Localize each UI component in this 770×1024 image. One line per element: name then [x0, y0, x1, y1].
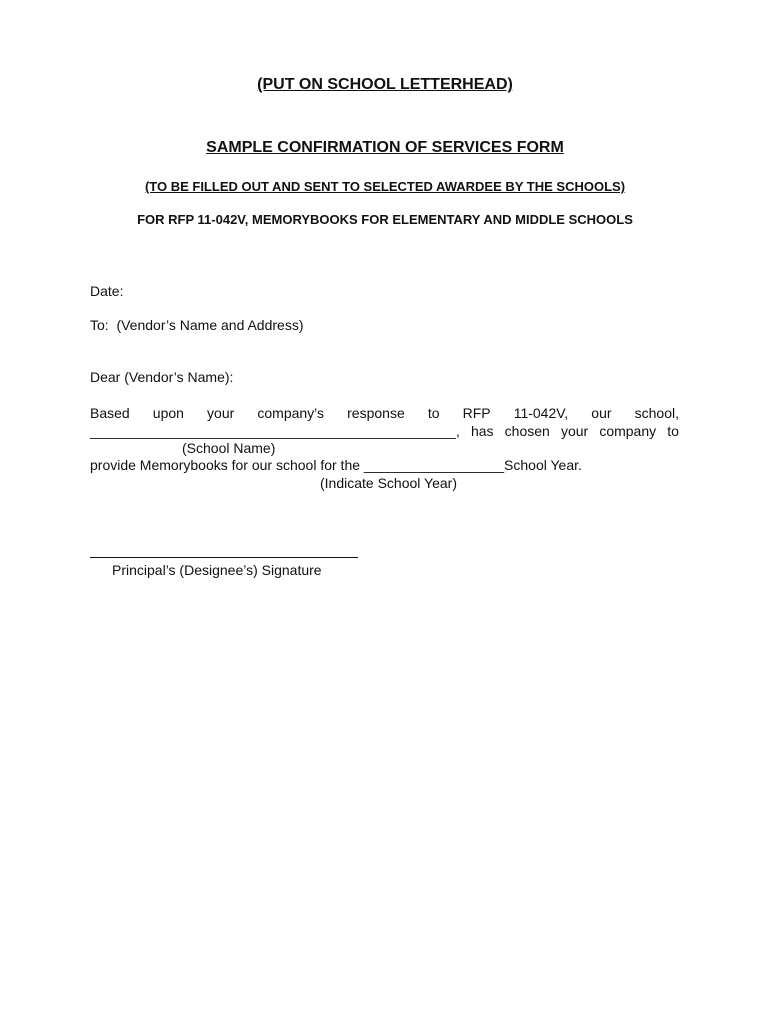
paragraph-word: upon: [152, 405, 184, 421]
rfp-reference: FOR RFP 11-042V, MEMORYBOOKS FOR ELEMENTARY AND MIDDLE SCHOOLS: [137, 212, 633, 227]
paragraph-word: RFP: [462, 405, 491, 421]
date-label: Date:: [90, 283, 124, 299]
paragraph-line-2: [90, 423, 679, 439]
paragraph-line-1: [90, 405, 679, 421]
school-name-caption: (School Name): [182, 440, 276, 456]
paragraph-word: company: [599, 423, 657, 439]
form-instructions: (TO BE FILLED OUT AND SENT TO SELECTED AWARDEE BY THE SCHOOLS): [144, 179, 626, 194]
paragraph-word: to: [427, 405, 440, 421]
paragraph-word: your: [207, 405, 235, 421]
school-name-blank: _______________________________________________,: [90, 423, 460, 439]
paragraph-word: our: [591, 405, 612, 421]
paragraph-word: 11-042V,: [513, 405, 569, 421]
provide-line: provide Memorybooks for our school for the __________________School Year.: [90, 457, 582, 473]
to-line: To: (Vendor’s Name and Address): [90, 317, 304, 333]
paragraph-word: response: [347, 405, 405, 421]
salutation: Dear (Vendor’s Name):: [90, 369, 234, 385]
signature-line: [90, 557, 358, 558]
form-title: SAMPLE CONFIRMATION OF SERVICES FORM: [206, 139, 564, 156]
paragraph-word: school,: [634, 405, 679, 421]
paragraph-word: chosen: [504, 423, 550, 439]
school-year-caption: (Indicate School Year): [320, 475, 457, 491]
paragraph-word: has: [470, 423, 494, 439]
paragraph-word: company’s: [257, 405, 325, 421]
paragraph-word: your: [560, 423, 589, 439]
paragraph-word: to: [667, 423, 679, 439]
letterhead-heading: (PUT ON SCHOOL LETTERHEAD): [257, 76, 513, 93]
signature-caption: Principal’s (Designee’s) Signature: [112, 562, 322, 578]
paragraph-word: Based: [90, 405, 130, 421]
